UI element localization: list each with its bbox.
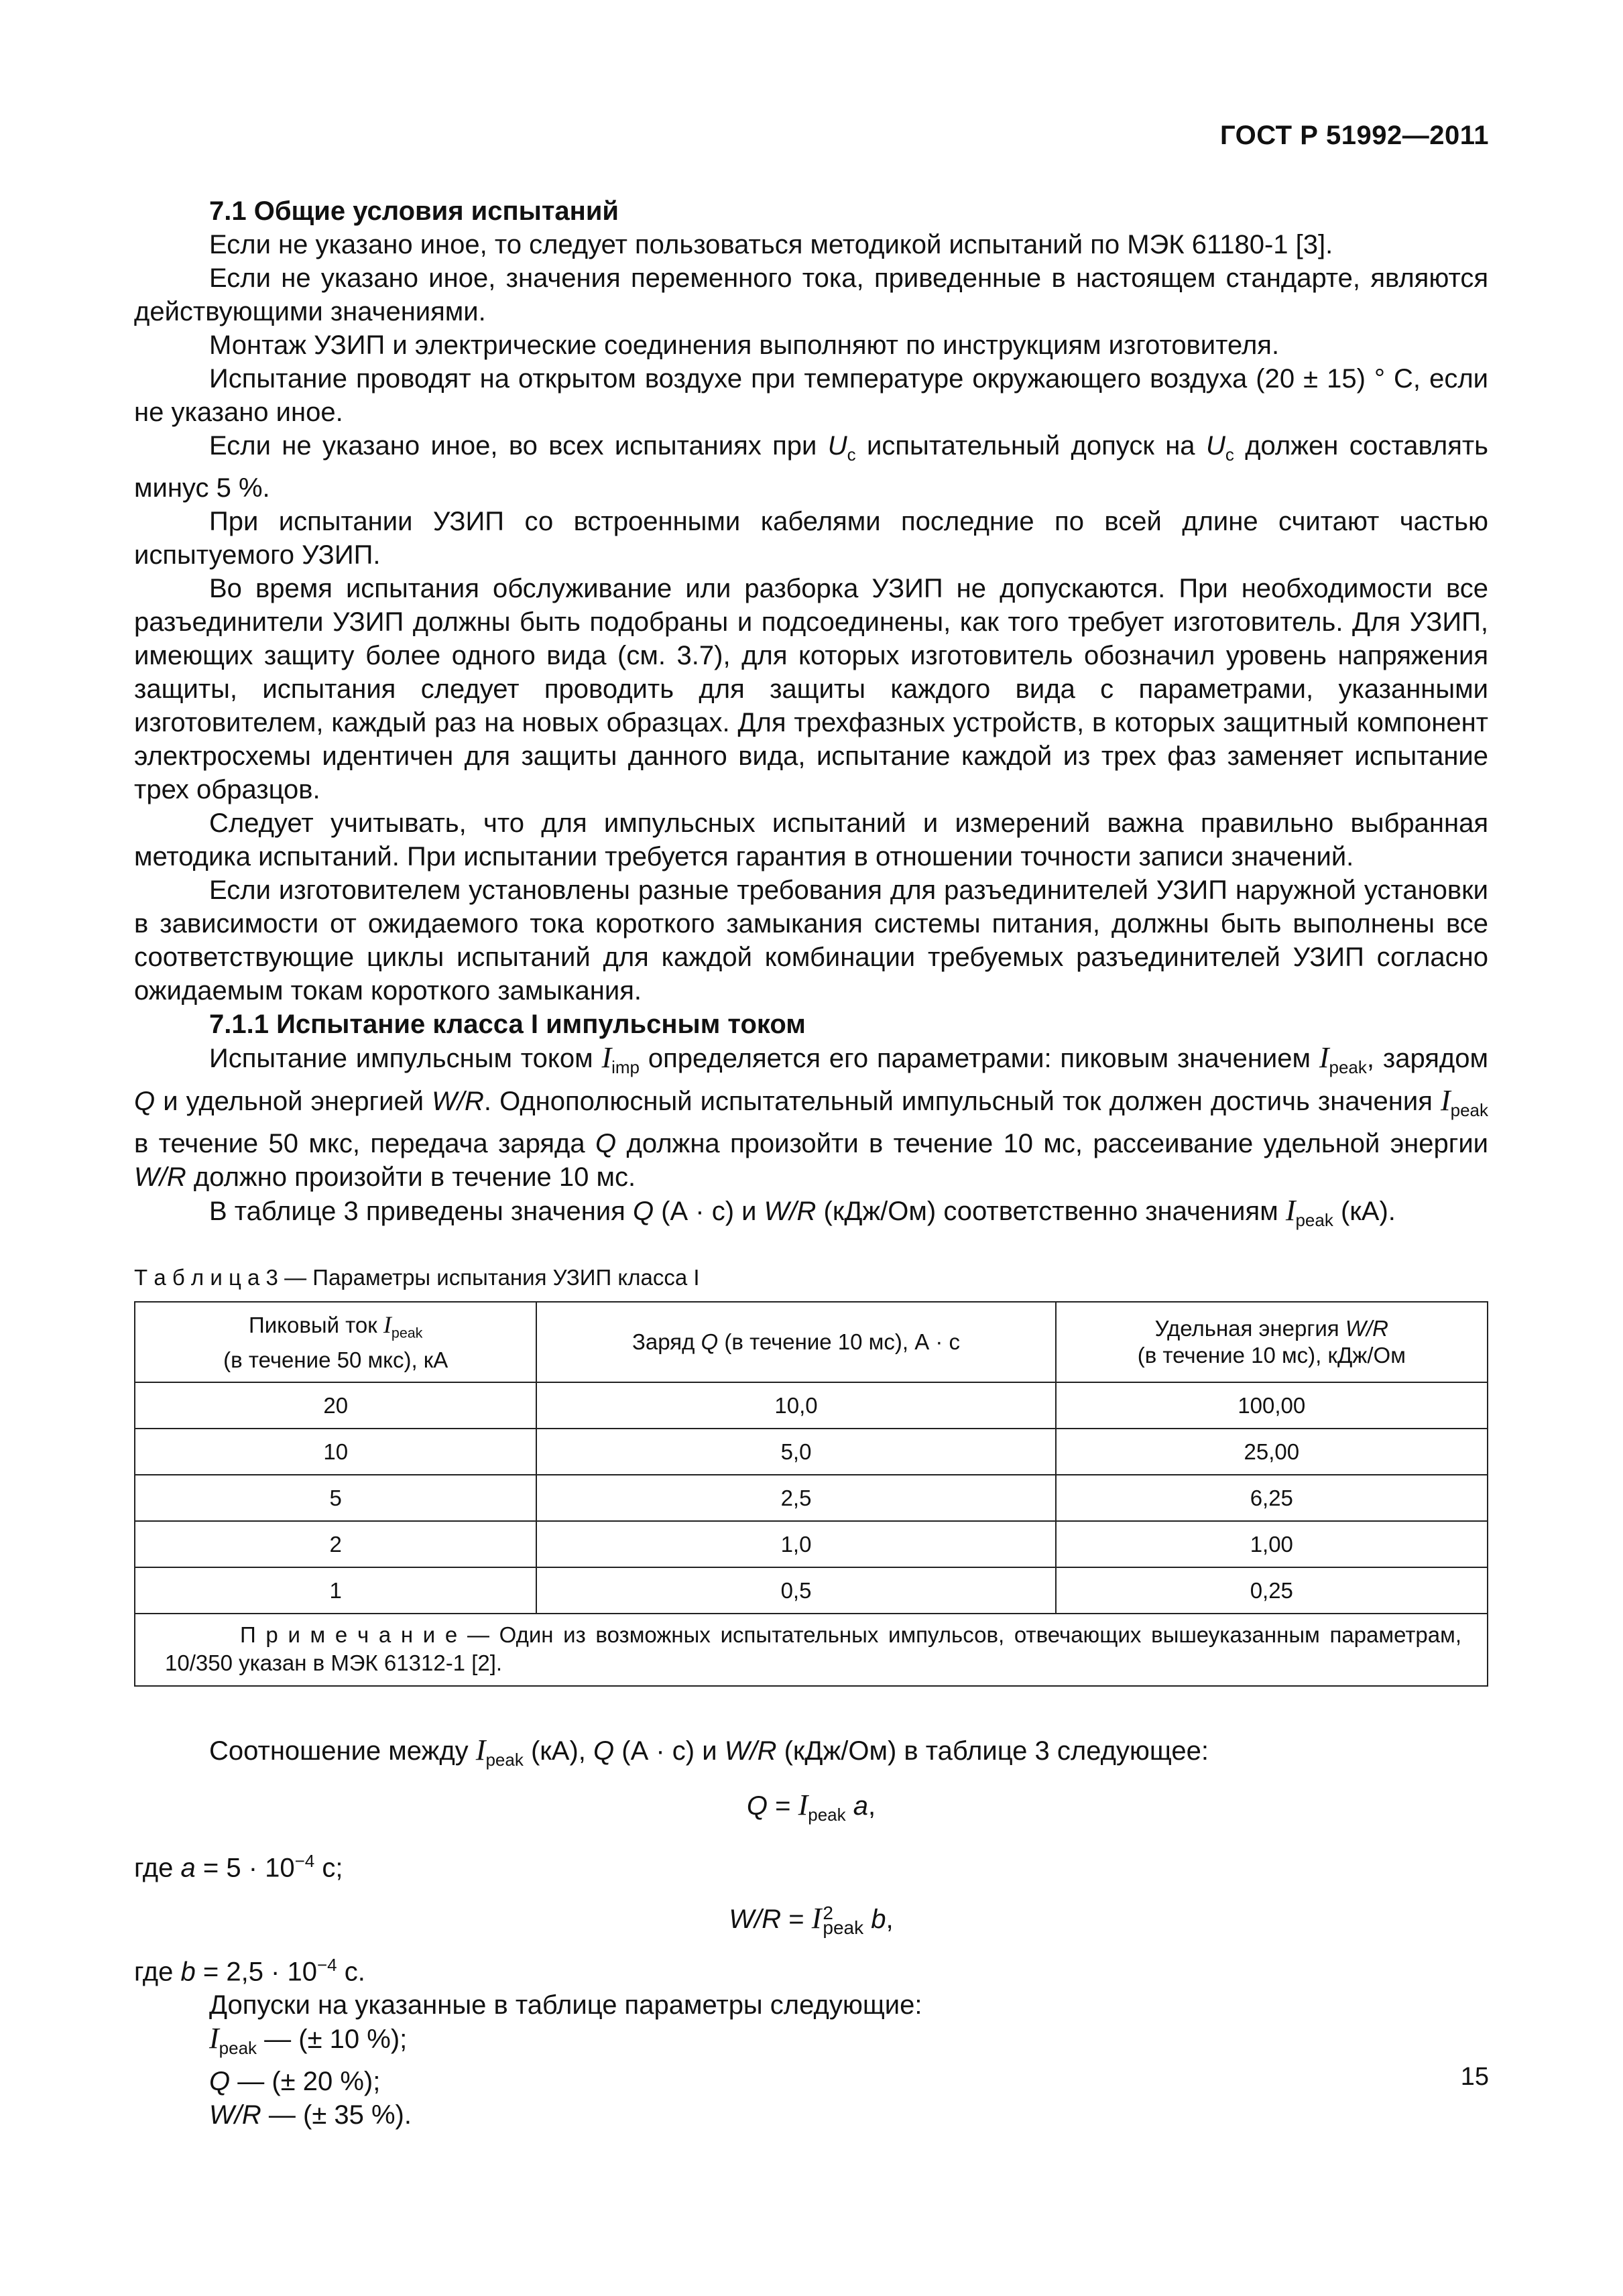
table-cell: 100,00: [1056, 1382, 1488, 1429]
symbol-q: Q: [209, 2067, 231, 2097]
subscript: peak: [1295, 1210, 1333, 1231]
symbol-i: I: [601, 1041, 612, 1075]
text-run: — (± 10 %);: [257, 2025, 408, 2055]
paragraph: Монтаж УЗИП и электрические соединения выполняют по инструкциям изготовителя.: [209, 330, 1280, 360]
punctuation: ,: [886, 1904, 894, 1934]
table-header-row: [135, 1302, 1488, 1382]
formula-energy: [134, 1901, 1488, 1939]
subscript: peak: [1329, 1057, 1367, 1078]
subscript: peak: [823, 1917, 864, 1939]
paragraph: Если не указано иное, то следует пользоваться методикой испытаний по МЭК 61180-1 [3].: [209, 230, 1333, 259]
symbol-i: I: [475, 1734, 486, 1767]
tolerance-intro: Допуски на указанные в таблице параметры следующие:: [209, 1990, 922, 2020]
variable-b: b: [871, 1904, 886, 1934]
text-run: — (± 35 %).: [261, 2100, 412, 2130]
symbol-i: I: [209, 2022, 219, 2055]
symbol-q: Q: [593, 1736, 615, 1766]
header-text: (в течение 10 мс), кДж/Ом: [1137, 1343, 1406, 1368]
table-cell: 0,25: [1056, 1567, 1488, 1614]
table-cell: 0,5: [536, 1567, 1055, 1614]
equals-sign: =: [781, 1904, 812, 1934]
text-run: где: [134, 1852, 181, 1882]
table-cell: 5,0: [536, 1429, 1055, 1475]
table-row: [135, 1521, 1488, 1567]
table-row: [135, 1429, 1488, 1475]
subscript: peak: [485, 1750, 524, 1770]
section-title-7-1-1: 7.1.1 Испытание класса I импульсным током: [209, 1010, 806, 1040]
symbol-i: I: [1440, 1084, 1451, 1117]
document-code: ГОСТ Р 51992—2011: [1220, 121, 1489, 150]
page-content: [134, 194, 1488, 2132]
subscript: peak: [391, 1325, 423, 1341]
symbol-u: U: [1205, 431, 1225, 461]
table-cell: 5: [135, 1475, 536, 1521]
text-run: Испытание импульсным током: [209, 1044, 602, 1074]
text-run: (кА),: [523, 1736, 594, 1766]
text-run: — (± 20 %);: [230, 2067, 381, 2097]
header-text: Заряд: [632, 1329, 701, 1355]
symbol-wr: W/R: [134, 1162, 186, 1193]
table-cell: 10,0: [536, 1382, 1055, 1429]
symbol-wr: W/R: [729, 1904, 782, 1934]
exponent: −4: [316, 1954, 337, 1975]
symbol-q: Q: [701, 1329, 719, 1355]
caption-lead: Т а б л и ц а: [134, 1265, 260, 1290]
table-cell: 10: [135, 1429, 536, 1475]
table-cell: 1,00: [1056, 1521, 1488, 1567]
relations-intro: [134, 1734, 1488, 1776]
text-run: (кДж/Ом) в таблице 3 следующее:: [776, 1736, 1209, 1766]
subscript: peak: [1450, 1100, 1488, 1121]
paragraph: Во время испытания обслуживание или разборка УЗИП не допускаются. При необходимости все разъединители УЗИП должны быть подобраны и подсоединены, как того требует изготовитель. Для УЗИП, имеющих защиту более одного вида (см. 3.7), для которых изготовитель обозначил уровень напряжения защиты, испытания следует проводить для защиты каждого вида с параметрами, указанными изготовителем, каждый раз на новых образцах. Для трехфазных устройств, в которых защитный компонент электросхемы идентичен для защиты данного вида, испытание каждой из трех фаз заменяет испытание трех образцов.: [134, 574, 1488, 805]
text-run: должна произойти в течение 10 мс, рассеивание удельной энергии: [616, 1129, 1489, 1159]
variable-b: b: [180, 1957, 196, 1987]
symbol-q: Q: [632, 1197, 654, 1227]
symbol-q: Q: [134, 1087, 156, 1117]
text-run: в течение 50 мкс, передача заряда: [134, 1129, 596, 1159]
text-run: Если не указано иное, во всех испытаниях при: [209, 431, 828, 461]
symbol-q: Q: [595, 1129, 617, 1159]
symbol-i: I: [1285, 1194, 1296, 1227]
parameters-table: [134, 1301, 1488, 1687]
table-note: [135, 1614, 1488, 1686]
tolerance-item: [134, 2098, 1488, 2132]
text-run: с.: [337, 1957, 365, 1987]
table-row: [135, 1475, 1488, 1521]
where-a: [134, 1844, 1488, 1884]
text-run: где: [134, 1957, 181, 1987]
variable-a: a: [180, 1852, 196, 1882]
table-note-row: [135, 1614, 1488, 1686]
tolerance-item: [134, 2022, 1488, 2065]
subscript: peak: [808, 1805, 846, 1825]
paragraph: Следует учитывать, что для импульсных испытаний и измерений важна правильно выбранная методика испытаний. При испытании требуется гарантия в отношении точности записи значений.: [134, 808, 1488, 872]
paragraph: Испытание проводят на открытом воздухе при температуре окружающего воздуха (20 ± 15) ° С, если не указано иное.: [134, 364, 1488, 427]
table-cell: 25,00: [1056, 1429, 1488, 1475]
tolerance-list: [134, 1988, 1488, 2132]
text-run: с;: [314, 1852, 343, 1882]
symbol-wr: W/R: [724, 1736, 777, 1766]
column-header-specific-energy: [1056, 1302, 1488, 1382]
symbol-i: I: [383, 1311, 392, 1339]
symbol-wr: W/R: [432, 1087, 484, 1117]
paragraph: При испытании УЗИП со встроенными кабелями последние по всей длине считают частью испытуемого УЗИП.: [134, 507, 1488, 570]
subscript: imp: [611, 1057, 640, 1078]
page-number: 15: [1460, 2063, 1489, 2091]
text-run: . Однополюсный испытательный импульсный ток должен достичь значения: [483, 1087, 1441, 1117]
table-cell: 20: [135, 1382, 536, 1429]
symbol-u: U: [827, 431, 847, 461]
text-run: (кДж/Ом) соответственно значениям: [816, 1197, 1286, 1227]
text-run: = 5 · 10: [195, 1852, 295, 1882]
exponent: −4: [294, 1850, 315, 1871]
text-run: определяется его параметрами: пиковым значением: [640, 1044, 1319, 1074]
text-run: (кА).: [1333, 1197, 1396, 1227]
table-row: [135, 1382, 1488, 1429]
text-run: , зарядом: [1366, 1044, 1488, 1074]
header-text: (в течение 10 мс), А · с: [718, 1329, 961, 1355]
symbol-wr: W/R: [764, 1197, 817, 1227]
formula-charge: [134, 1789, 1488, 1831]
subscript: c: [1225, 444, 1234, 465]
symbol-i: I: [1319, 1041, 1329, 1075]
text-run: испытательный допуск на: [855, 431, 1206, 461]
symbol-i: I: [811, 1901, 822, 1935]
table-caption: [134, 1264, 1488, 1292]
text-run: должно произойти в течение 10 мс.: [186, 1162, 636, 1193]
equals-sign: =: [767, 1791, 798, 1821]
text-run: (А · с) и: [614, 1736, 725, 1766]
table-cell: 1,0: [536, 1521, 1055, 1567]
paragraph-uc-tolerance: [134, 429, 1488, 505]
text-run: и удельной энергией: [155, 1087, 432, 1117]
note-text: [165, 1621, 1461, 1677]
symbol-i: I: [798, 1789, 808, 1822]
header-text: (в течение 50 мкс), кА: [223, 1347, 448, 1372]
table-cell: 1: [135, 1567, 536, 1614]
paragraph: Если изготовителем установлены разные требования для разъединителей УЗИП наружной установки в зависимости от ожидаемого тока короткого замыкания системы питания, должны быть выполнены все соответствующие циклы испытаний для каждой комбинации требуемых разъединителей УЗИП согласно ожидаемым токам короткого замыкания.: [134, 875, 1488, 1006]
paragraph: Если не указано иное, значения переменного тока, приведенные в настоящем стандарте, являются действующими значениями.: [134, 263, 1488, 326]
note-body: — Один из возможных испытательных импульсов, отвечающих вышеуказанным параметрам, 10/350 указан в МЭК 61312-1 [2].: [165, 1622, 1461, 1676]
note-lead: П р и м е ч а н и е: [240, 1622, 458, 1648]
table-cell: 6,25: [1056, 1475, 1488, 1521]
column-header-peak-current: [135, 1302, 536, 1382]
header-text: Удельная энергия: [1154, 1316, 1345, 1341]
symbol-wr: W/R: [1345, 1316, 1388, 1341]
table-cell: 2: [135, 1521, 536, 1567]
table-cell: 2,5: [536, 1475, 1055, 1521]
text-run: должен составлять минус 5 %.: [134, 431, 1489, 503]
symbol-wr: W/R: [209, 2100, 261, 2130]
paragraph-impulse-params: [134, 1041, 1488, 1194]
column-header-charge: [536, 1302, 1055, 1382]
where-b: [134, 1948, 1488, 1988]
tolerance-item: [134, 2065, 1488, 2098]
text-run: (А · с) и: [654, 1197, 764, 1227]
subscript: c: [847, 444, 856, 465]
exponent: 2: [823, 1902, 833, 1924]
table-row: [135, 1567, 1488, 1614]
header-text: Пиковый ток: [249, 1313, 383, 1338]
punctuation: ,: [868, 1791, 876, 1821]
caption-text: 3 — Параметры испытания УЗИП класса I: [259, 1265, 700, 1290]
variable-a: a: [853, 1791, 868, 1821]
text-run: Соотношение между: [209, 1736, 476, 1766]
text-run: = 2,5 · 10: [195, 1957, 317, 1987]
text-run: В таблице 3 приведены значения: [209, 1197, 633, 1227]
symbol-q: Q: [746, 1791, 768, 1821]
subscript: peak: [219, 2038, 257, 2059]
section-title-7-1: 7.1 Общие условия испытаний: [209, 196, 619, 226]
paragraph-table-ref: [134, 1194, 1488, 1237]
